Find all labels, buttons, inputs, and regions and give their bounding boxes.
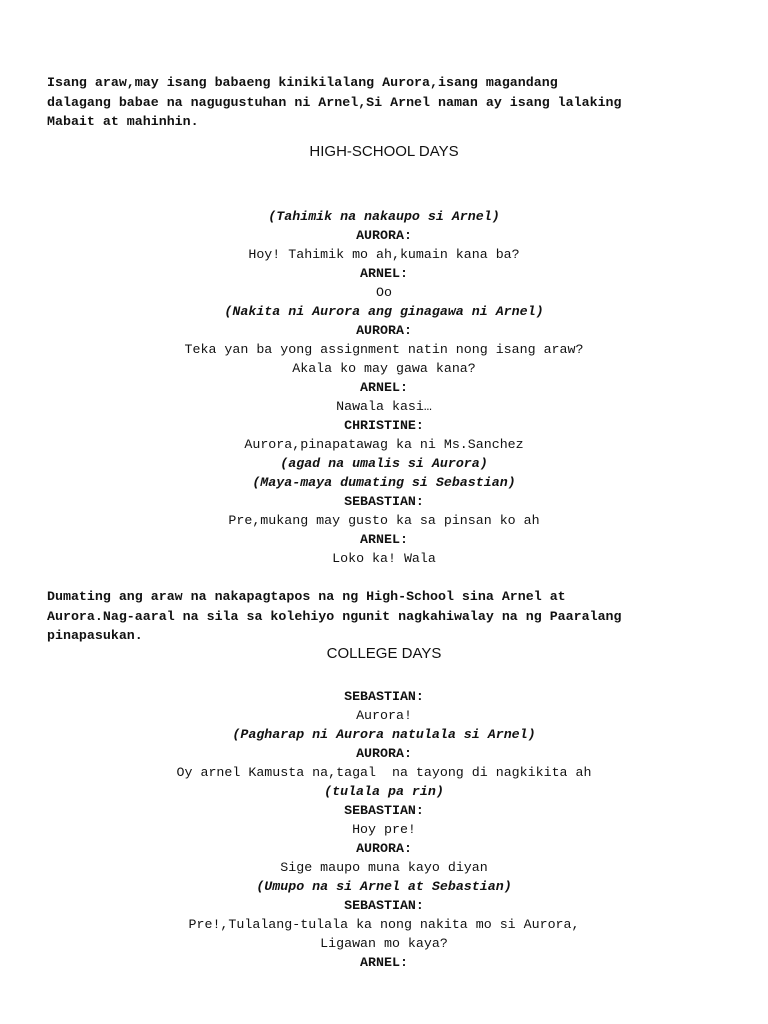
intro-paragraph (47, 73, 737, 132)
stage-direction: (Tahimik na nakaupo si Arnel) (268, 209, 500, 224)
section-heading-high-school: HIGH-SCHOOL DAYS (309, 143, 459, 160)
dialogue-line: Oo (376, 285, 392, 300)
dialogue-line: Oy arnel Kamusta na,tagal na tayong di nagkikita ah (176, 765, 592, 780)
intro-line: dalagang babae na nagugustuhan ni Arnel,Si Arnel naman ay isang lalaking (47, 94, 622, 110)
dialogue-line: Loko ka! Wala (332, 551, 436, 566)
speaker-name: ARNEL: (360, 532, 408, 547)
dialogue-line: Pre,mukang may gusto ka sa pinsan ko ah (228, 513, 540, 528)
speaker-name: ARNEL: (360, 955, 408, 970)
dialogue-line: Aurora! (356, 708, 412, 723)
speaker-name: SEBASTIAN: (344, 898, 424, 913)
stage-direction: (tulala pa rin) (324, 784, 444, 799)
stage-direction: (Nakita ni Aurora ang ginagawa ni Arnel) (224, 304, 544, 319)
transition-line: pinapasukan. (47, 628, 143, 643)
dialogue-line: Hoy pre! (352, 822, 416, 837)
dialogue-line: Nawala kasi… (336, 399, 432, 414)
speaker-name: CHRISTINE: (344, 418, 424, 433)
speaker-name: ARNEL: (360, 266, 408, 281)
dialogue-line: Sige maupo muna kayo diyan (280, 860, 488, 875)
dialogue-line: Aurora,pinapatawag ka ni Ms.Sanchez (244, 437, 524, 452)
dialogue-line: Hoy! Tahimik mo ah,kumain kana ba? (248, 247, 520, 262)
dialogue-line: Teka yan ba yong assignment natin nong isang araw? (184, 342, 584, 357)
speaker-name: AURORA: (356, 841, 412, 856)
stage-direction: (Maya-maya dumating si Sebastian) (252, 475, 516, 490)
speaker-name: ARNEL: (360, 380, 408, 395)
stage-direction: (Pagharap ni Aurora natulala si Arnel) (232, 727, 536, 742)
stage-direction: (agad na umalis si Aurora) (280, 456, 488, 471)
transition-line: Dumating ang araw na nakapagtapos na ng High-School sina Arnel at (47, 589, 566, 604)
intro-line: Mabait at mahinhin. (47, 114, 199, 129)
intro-line: Isang araw,may isang babaeng kinikilalang Aurora,isang magandang (47, 75, 558, 90)
speaker-name: SEBASTIAN: (344, 494, 424, 509)
dialogue-line: Ligawan mo kaya? (320, 936, 448, 951)
speaker-name: AURORA: (356, 323, 412, 338)
stage-direction: (Umupo na si Arnel at Sebastian) (256, 879, 512, 894)
transition-paragraph (47, 587, 737, 646)
section-heading-college: COLLEGE DAYS (326, 645, 442, 662)
script-high-school (0, 207, 768, 568)
script-college (0, 687, 768, 972)
dialogue-line: Pre!,Tulalang-tulala ka nong nakita mo si Aurora, (188, 917, 580, 932)
speaker-name: SEBASTIAN: (344, 689, 424, 704)
speaker-name: SEBASTIAN: (344, 803, 424, 818)
dialogue-line: Akala ko may gawa kana? (292, 361, 476, 376)
speaker-name: AURORA: (356, 228, 412, 243)
speaker-name: AURORA: (356, 746, 412, 761)
transition-line: Aurora.Nag-aaral na sila sa kolehiyo ngunit nagkahiwalay na ng Paaralang (47, 608, 622, 624)
